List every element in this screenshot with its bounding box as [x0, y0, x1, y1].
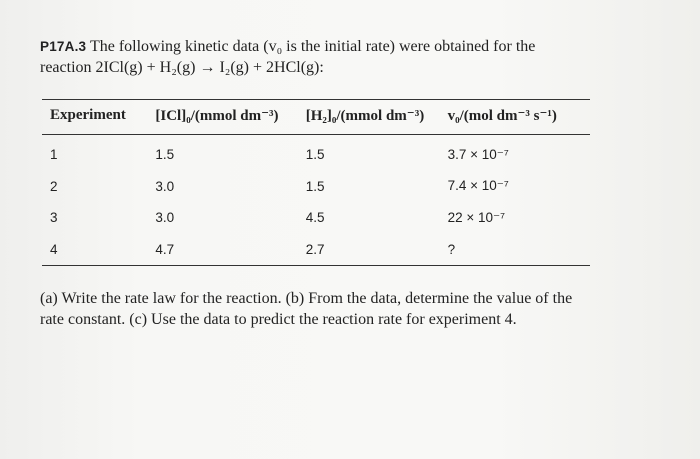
header-icl-concentration: [ICl]₀/(mmol dm⁻³) [141, 100, 301, 135]
kinetic-data-table [42, 99, 590, 266]
cell-h2: 1.5 [305, 178, 325, 194]
cell-experiment: 1 [50, 147, 58, 163]
cell-experiment: 2 [50, 178, 58, 194]
cell-h2: 4.5 [305, 210, 325, 226]
table-row [42, 234, 590, 266]
cell-icl: 4.7 [141, 234, 301, 266]
table-row [42, 171, 590, 203]
cell-experiment: 4 [42, 234, 141, 266]
problem-text-line-2: reaction 2ICl(g) + H₂(g) → I₂(g) + 2HCl(g): [40, 59, 324, 76]
table-header-row [42, 100, 590, 135]
cell-icl: 3.0 [155, 210, 175, 226]
cell-rate: 3.7 × 10⁻⁷ [447, 146, 509, 162]
table-row [42, 135, 590, 171]
header-h2-concentration: [H₂]₀/(mmol dm⁻³) [302, 100, 444, 135]
cell-h2: 2.7 [302, 234, 444, 266]
cell-experiment: 3 [50, 210, 58, 226]
problem-statement [40, 36, 640, 78]
header-experiment: Experiment [42, 100, 141, 135]
question-parts: (a) Write the rate law for the reaction. (b) From the data, determine the value of the rate constant. (c) Use the data to predict the reaction rate for experiment 4. [40, 290, 573, 328]
cell-rate: ? [444, 234, 590, 266]
cell-h2: 1.5 [305, 147, 325, 163]
problem-text-line-1: The following kinetic data (v₀ is the initial rate) were obtained for the [89, 38, 536, 55]
cell-icl: 1.5 [155, 147, 175, 163]
header-initial-rate: v₀/(mol dm⁻³ s⁻¹) [444, 100, 590, 135]
cell-icl: 3.0 [155, 178, 175, 194]
problem-id: P17A.3 [40, 39, 87, 54]
table-row [42, 202, 590, 234]
cell-rate: 22 × 10⁻⁷ [447, 209, 506, 225]
cell-rate: 7.4 × 10⁻⁷ [447, 178, 509, 194]
